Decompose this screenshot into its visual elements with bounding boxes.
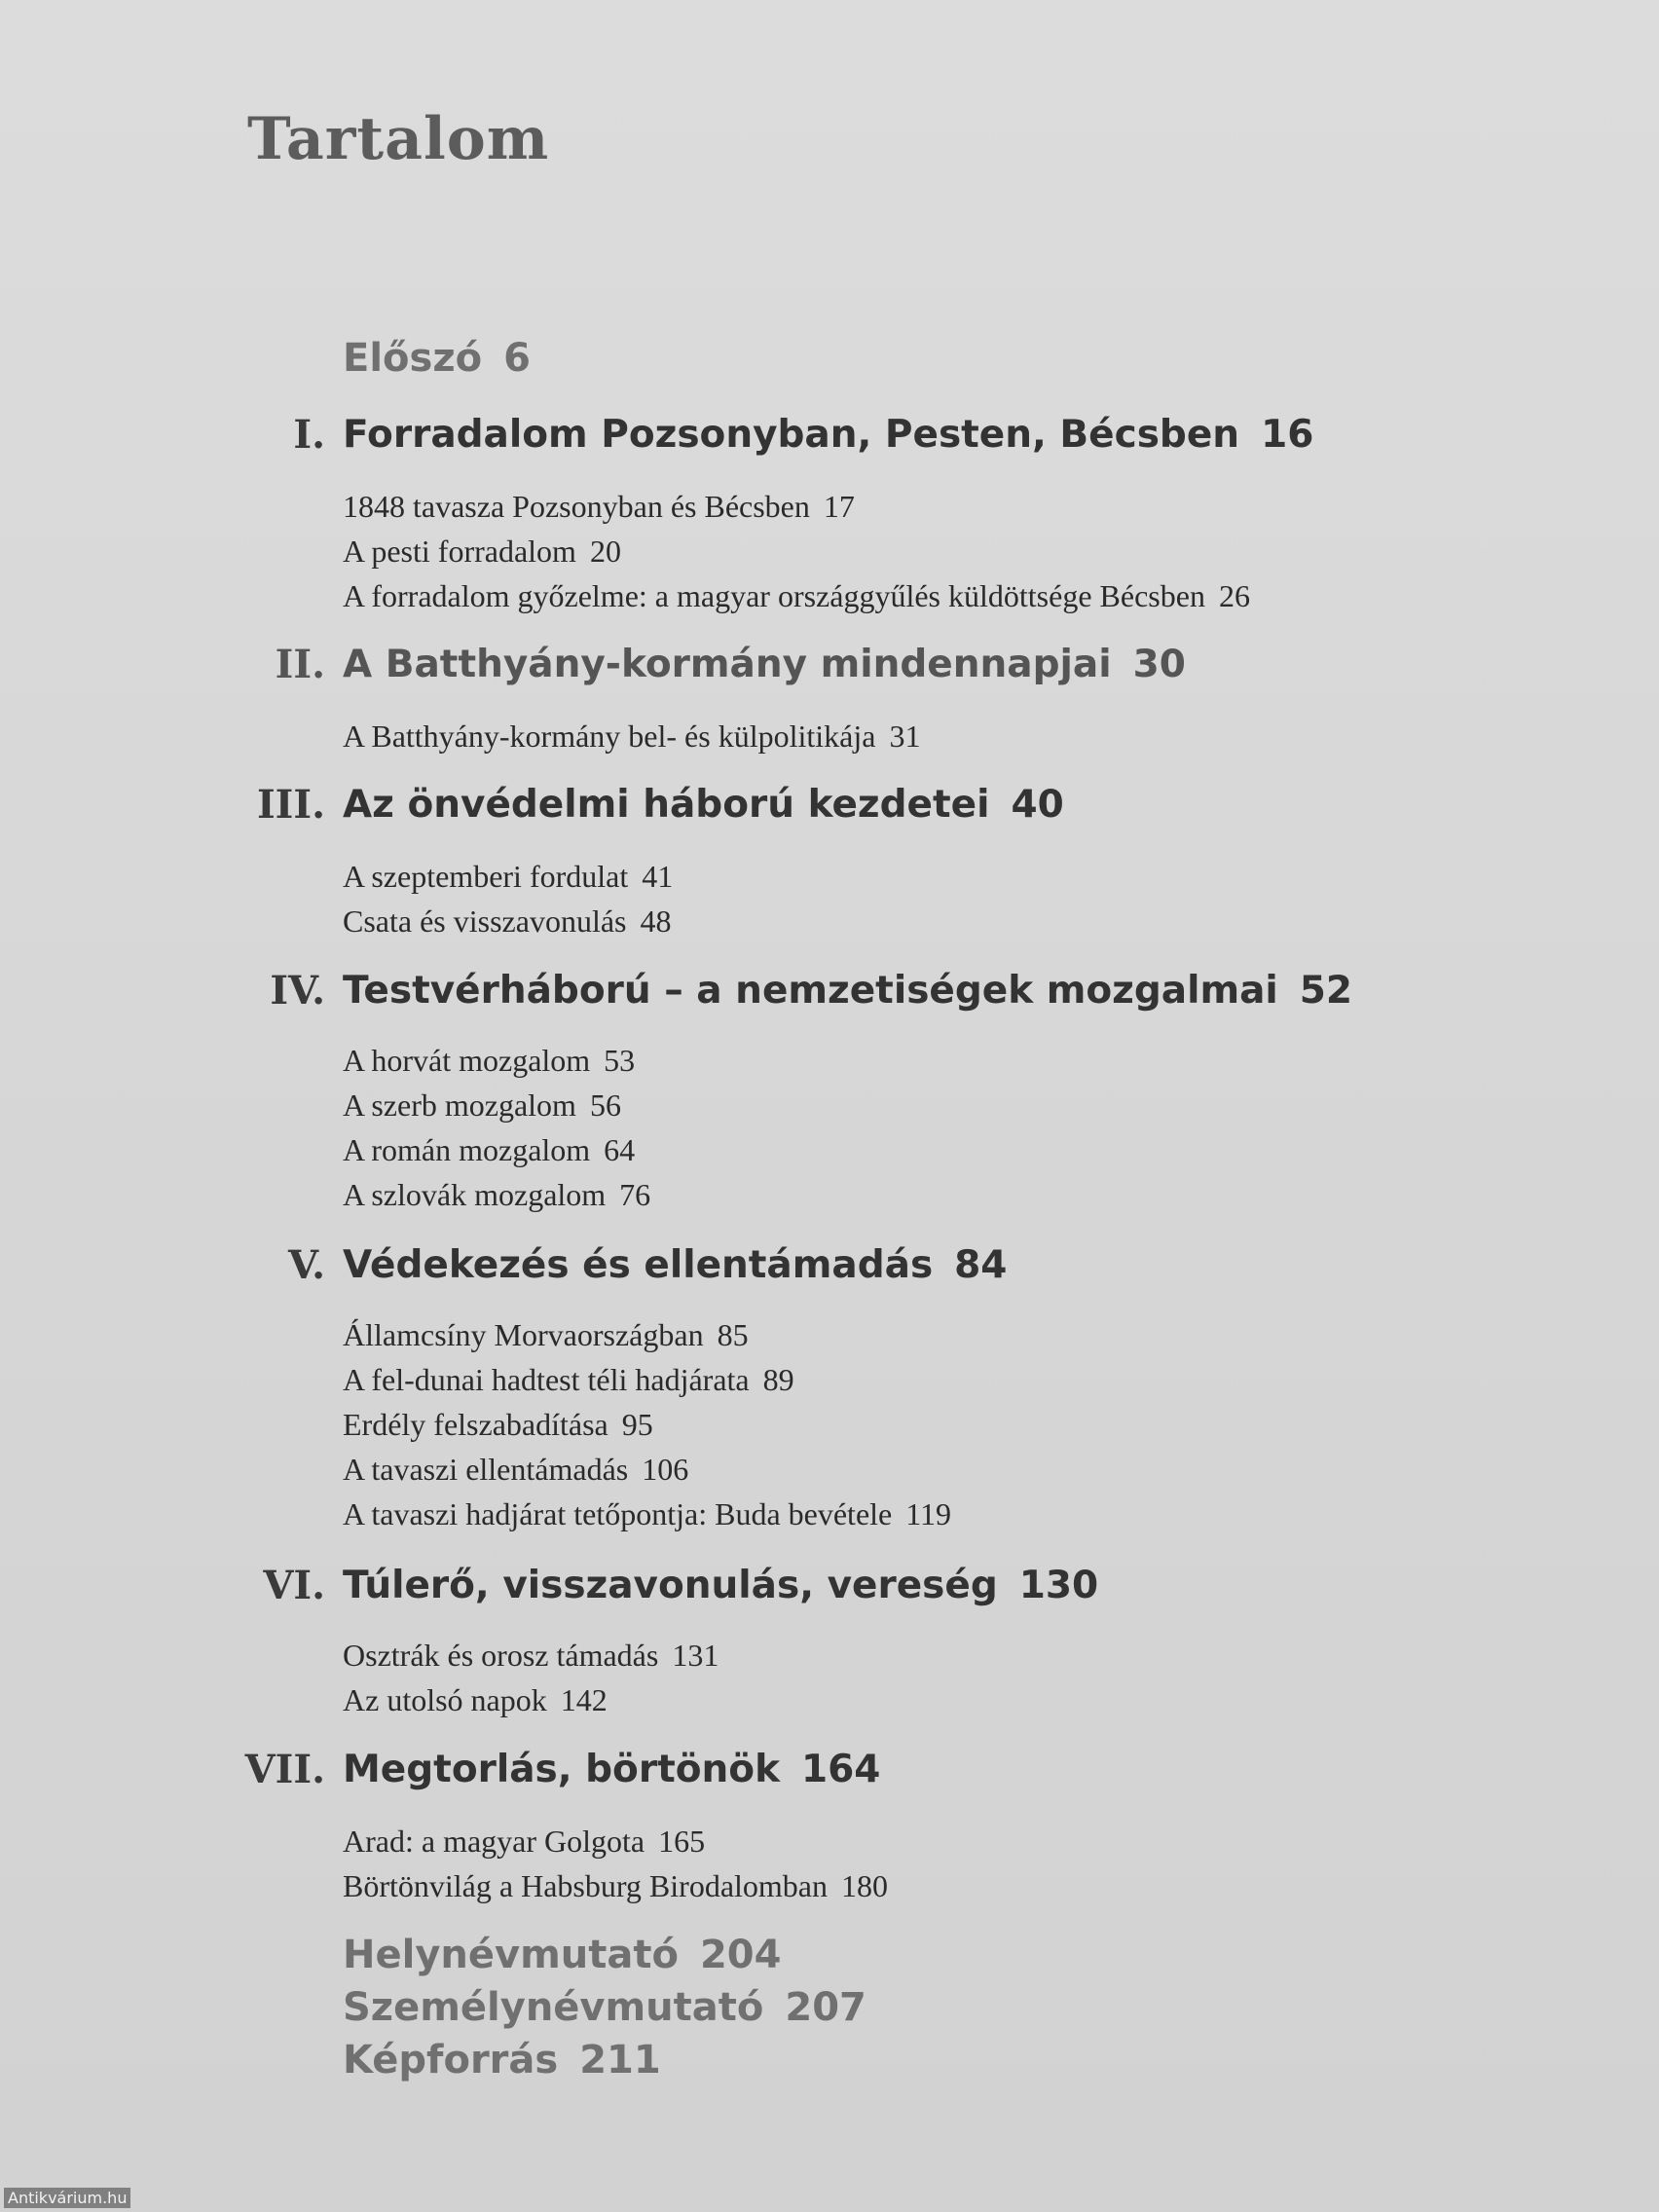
toc-section[interactable]: Arad: a magyar Golgota 165 — [343, 1824, 706, 1859]
chapter-6-sections — [343, 1633, 719, 1722]
toc-back-item[interactable]: Személynévmutató 207 — [343, 1985, 866, 2030]
preface-page: 6 — [503, 336, 531, 381]
chapter-5-sections — [343, 1312, 951, 1536]
toc-section[interactable]: Erdély felszabadítása 95 — [343, 1407, 653, 1442]
toc-back-item[interactable]: Képforrás 211 — [343, 2038, 661, 2083]
toc-section[interactable]: A forradalom győzelme: a magyar országgyűlés küldöttsége Bécsben 26 — [343, 578, 1250, 613]
toc-section[interactable]: A pesti forradalom 20 — [343, 534, 621, 569]
chapter-page: 84 — [954, 1243, 1008, 1287]
toc-section[interactable]: A horvát mozgalom 53 — [343, 1043, 636, 1078]
toc-back-item[interactable]: Helynévmutató 204 — [343, 1933, 782, 1977]
chapter-title: A Batthyány-kormány mindennapjai 30 — [343, 643, 1186, 686]
toc-section[interactable]: A szeptemberi fordulat 41 — [343, 859, 674, 894]
toc-chapter-1[interactable] — [0, 406, 1659, 464]
toc-section[interactable]: Az utolsó napok 142 — [343, 1682, 608, 1717]
chapter-page: 40 — [1011, 783, 1064, 827]
toc-section[interactable]: A fel-dunai hadtest téli hadjárata 89 — [343, 1362, 794, 1397]
chapter-number: IV. — [270, 968, 325, 1014]
toc-back-matter — [343, 1929, 866, 2086]
toc-section[interactable]: A szlovák mozgalom 76 — [343, 1177, 651, 1212]
chapter-2-sections — [343, 714, 920, 758]
chapter-title: Megtorlás, börtönök 164 — [343, 1748, 881, 1791]
toc-section[interactable]: Csata és visszavonulás 48 — [343, 903, 672, 939]
chapter-page: 164 — [801, 1748, 881, 1791]
chapter-number: VI. — [263, 1563, 325, 1608]
toc-chapter-4[interactable] — [0, 962, 1659, 1020]
chapter-number: VII. — [244, 1747, 325, 1792]
toc-section[interactable]: 1848 tavasza Pozsonyban és Bécsben 17 — [343, 489, 855, 524]
toc-chapter-3[interactable] — [0, 776, 1659, 834]
chapter-3-sections — [343, 854, 673, 943]
toc-section[interactable]: Osztrák és orosz támadás 131 — [343, 1638, 719, 1673]
preface-label: Előszó — [343, 336, 483, 381]
chapter-title: Forradalom Pozsonyban, Pesten, Bécsben 16 — [343, 413, 1314, 457]
toc-section[interactable]: A román mozgalom 64 — [343, 1132, 636, 1167]
chapter-page: 30 — [1132, 643, 1186, 686]
toc-chapter-5[interactable] — [0, 1236, 1659, 1295]
toc-preface[interactable] — [343, 336, 531, 381]
chapter-page: 16 — [1261, 413, 1314, 457]
toc-section[interactable]: Börtönvilág a Habsburg Birodalomban 180 — [343, 1868, 888, 1903]
toc-section[interactable]: A szerb mozgalom 56 — [343, 1088, 621, 1123]
toc-section[interactable]: A tavaszi ellentámadás 106 — [343, 1452, 689, 1487]
chapter-page: 130 — [1018, 1564, 1099, 1607]
watermark: Antikvárium.hu — [4, 2188, 130, 2208]
chapter-7-sections — [343, 1819, 888, 1908]
chapter-title: Védekezés és ellentámadás 84 — [343, 1243, 1008, 1287]
chapter-4-sections — [343, 1038, 650, 1217]
chapter-number: V. — [288, 1242, 325, 1288]
toc-section[interactable]: Államcsíny Morvaországban 85 — [343, 1317, 749, 1352]
chapter-title: Az önvédelmi háború kezdetei 40 — [343, 783, 1064, 827]
chapter-1-sections — [343, 484, 1250, 618]
chapter-page: 52 — [1299, 969, 1353, 1013]
chapter-title: Túlerő, visszavonulás, vereség 130 — [343, 1564, 1099, 1607]
page-title: Tartalom — [247, 105, 550, 173]
chapter-number: II. — [275, 642, 325, 687]
chapter-title: Testvérháború – a nemzetiségek mozgalmai 52 — [343, 969, 1353, 1013]
toc-chapter-6[interactable] — [0, 1557, 1659, 1615]
toc-chapter-2[interactable] — [0, 636, 1659, 694]
toc-section[interactable]: A tavaszi hadjárat tetőpontja: Buda bevétele 119 — [343, 1496, 952, 1531]
chapter-number: I. — [293, 412, 325, 458]
toc-section[interactable]: A Batthyány-kormány bel- és külpolitikája 31 — [343, 719, 921, 754]
toc-chapter-7[interactable] — [0, 1741, 1659, 1799]
chapter-number: III. — [256, 782, 325, 828]
